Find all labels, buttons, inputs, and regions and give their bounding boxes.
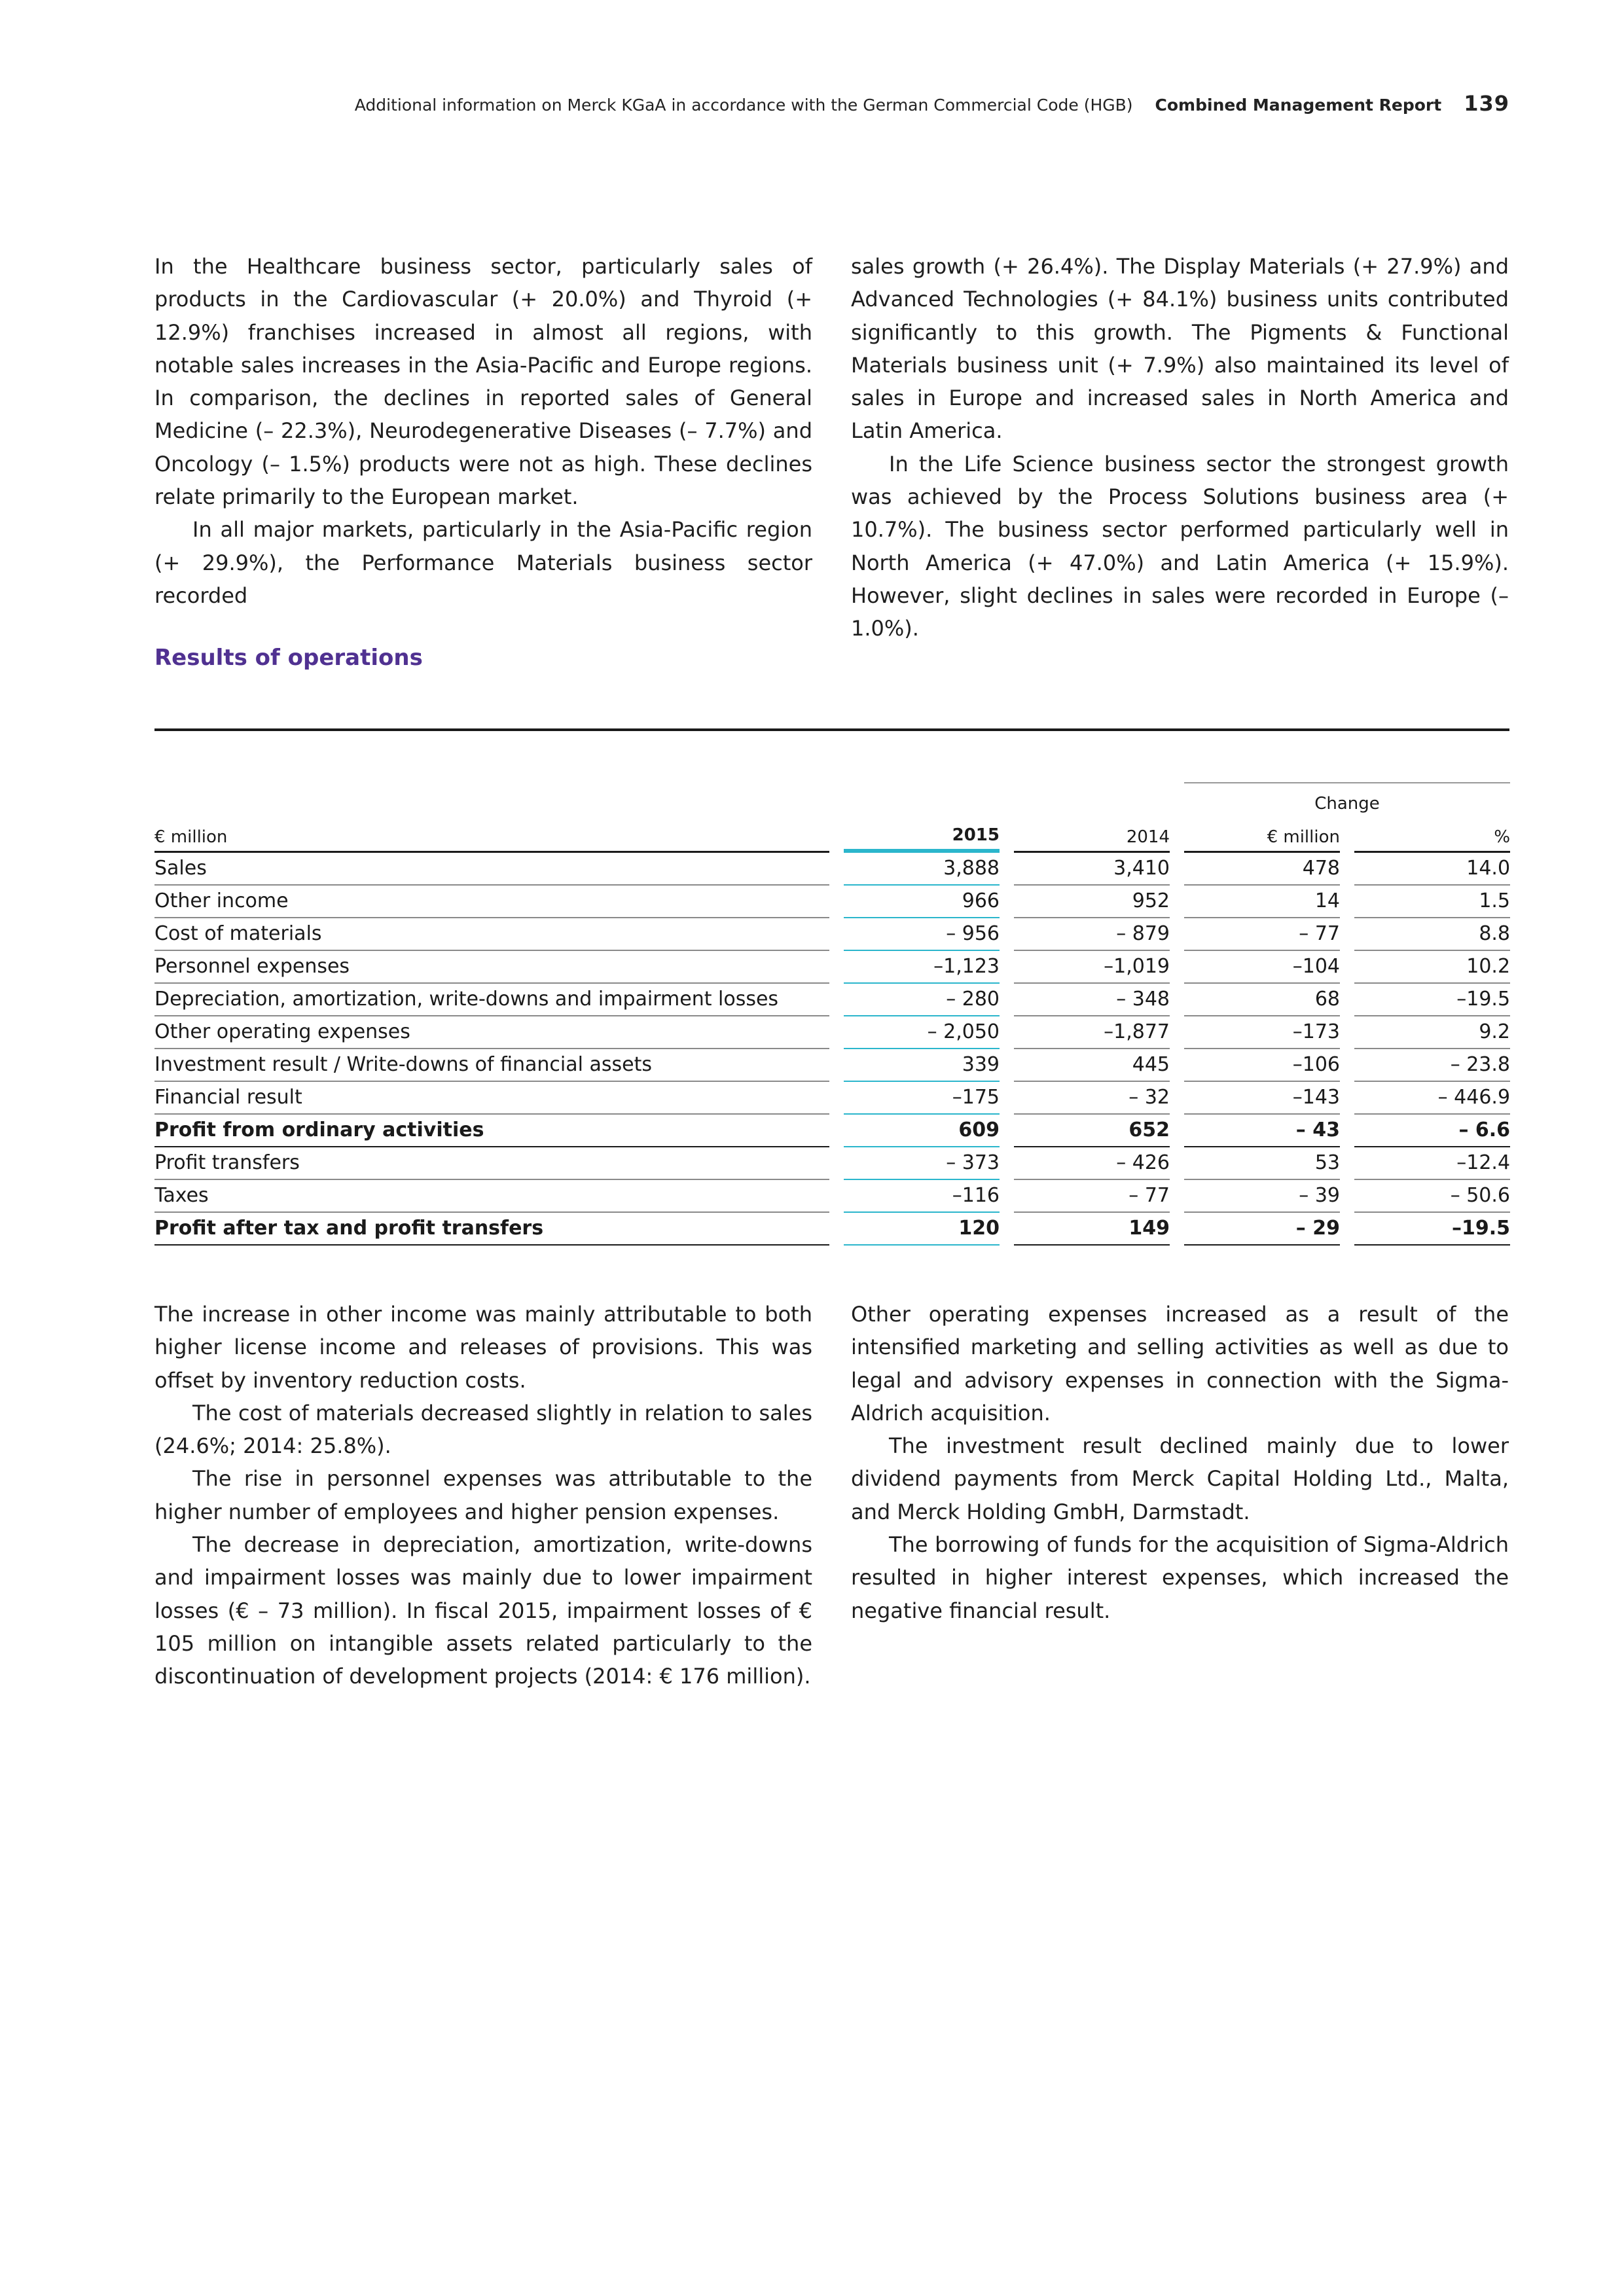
cell-2014: 149 (1014, 1213, 1170, 1246)
cell-2015: –1,123 (844, 951, 1000, 984)
cell-change-abs: –104 (1184, 951, 1340, 984)
change-header: Change (1184, 782, 1510, 816)
table-row (154, 1115, 1510, 1147)
cell-change-pct: 8.8 (1354, 918, 1510, 951)
cell-change-abs: –143 (1184, 1082, 1340, 1115)
cell-2015: – 956 (844, 918, 1000, 951)
row-label: Financial result (154, 1082, 829, 1115)
cell-change-pct: 14.0 (1354, 853, 1510, 886)
paragraph: The increase in other income was mainly attributable to both higher license income and releases of provisions. This was offset by inventory reduction costs. (154, 1302, 812, 1393)
table-row (154, 853, 1510, 886)
row-label: Depreciation, amortization, write-downs and impairment losses (154, 984, 829, 1016)
paragraph: In the Life Science business sector the strongest growth was achieved by the Process Solutions business area (+ 10.7%). The business sector performed particularly well in North America (+ 47.0%) and Latin America (+ 15.9%). However, slight declines in sales were recorded in Europe (– 1.0%). (851, 451, 1509, 641)
row-label: Investment result / Write-downs of financial assets (154, 1049, 829, 1082)
cell-2014: –1,877 (1014, 1016, 1170, 1049)
paragraph: The rise in personnel expenses was attributable to the higher number of employees and higher pension expenses. (154, 1466, 812, 1524)
table-row (154, 1082, 1510, 1115)
cell-change-abs: 14 (1184, 886, 1340, 918)
column-header-change-abs: € million (1184, 816, 1340, 853)
cell-change-pct: –19.5 (1354, 984, 1510, 1016)
row-label: Cost of materials (154, 918, 829, 951)
paragraph: Other operating expenses increased as a result of the intensified marketing and selling activities as well as due to legal and advisory expenses in connection with the Sigma-Aldrich acquisition. (851, 1302, 1509, 1426)
cell-change-pct: – 446.9 (1354, 1082, 1510, 1115)
cell-2015: –175 (844, 1082, 1000, 1115)
paragraph: sales growth (+ 26.4%). The Display Materials (+ 27.9%) and Advanced Technologies (+ 84.1%) business units contributed significantly to this growth. The Pigments & Functional Materials business unit (+ 7.9%) also maintained its level of sales in Europe and increased sales in North America and Latin America. (851, 254, 1509, 444)
cell-2014: –1,019 (1014, 951, 1170, 984)
row-label: Personnel expenses (154, 951, 829, 984)
cell-2014: 652 (1014, 1115, 1170, 1147)
cell-change-pct: –19.5 (1354, 1213, 1510, 1246)
table-top-rule (154, 728, 1509, 731)
cell-2015: 339 (844, 1049, 1000, 1082)
cell-2015: 609 (844, 1115, 1000, 1147)
row-label: Profit from ordinary activities (154, 1115, 829, 1147)
cell-2015: 966 (844, 886, 1000, 918)
bottom-left-column (154, 1298, 812, 1693)
bottom-right-column (851, 1298, 1509, 1627)
cell-2014: – 77 (1014, 1180, 1170, 1213)
table-row (154, 1180, 1510, 1213)
paragraph: In the Healthcare business sector, particularly sales of products in the Cardiovascular (+ 20.0%) and Thyroid (+ 12.9%) franchises increased in almost all regions, with notable sales increases in the Asia-Pacific and Europe regions. In comparison, the declines in reported sales of General Medicine (– 22.3%), Neurodegenerative Diseases (– 7.7%) and Oncology (– 1.5%) products were not as high. These declines relate primarily to the European market. (154, 254, 812, 510)
table-row (154, 886, 1510, 918)
column-header-2014: 2014 (1014, 816, 1170, 853)
cell-2014: – 879 (1014, 918, 1170, 951)
table-row (154, 951, 1510, 984)
paragraph: The investment result declined mainly due to lower dividend payments from Merck Capital Holding Ltd., Malta, and Merck Holding GmbH, Darmstadt. (851, 1433, 1509, 1524)
cell-change-pct: 9.2 (1354, 1016, 1510, 1049)
page-number: 139 (1464, 91, 1509, 116)
cell-2014: 952 (1014, 886, 1170, 918)
cell-change-abs: –106 (1184, 1049, 1340, 1082)
running-title: Additional information on Merck KGaA in accordance with the German Commercial Code (HGB) (354, 96, 1133, 115)
cell-2015: – 280 (844, 984, 1000, 1016)
row-label: Sales (154, 853, 829, 886)
top-left-column (154, 250, 812, 612)
cell-change-pct: 1.5 (1354, 886, 1510, 918)
paragraph: In all major markets, particularly in the Asia-Pacific region (+ 29.9%), the Performance Materials business sector recorded (154, 517, 812, 608)
cell-2015: – 373 (844, 1147, 1000, 1180)
row-label: Other income (154, 886, 829, 918)
table-row (154, 1016, 1510, 1049)
column-header-unit: € million (154, 816, 829, 853)
cell-change-pct: – 6.6 (1354, 1115, 1510, 1147)
table-body (154, 853, 1510, 1246)
cell-change-abs: – 43 (1184, 1115, 1340, 1147)
table-row (154, 1147, 1510, 1180)
cell-2015: 120 (844, 1213, 1000, 1246)
cell-2015: – 2,050 (844, 1016, 1000, 1049)
table-row (154, 1049, 1510, 1082)
results-table-container (154, 728, 1509, 1246)
cell-change-abs: – 39 (1184, 1180, 1340, 1213)
column-header-change-pct: % (1354, 816, 1510, 853)
cell-2014: – 426 (1014, 1147, 1170, 1180)
table-row (154, 984, 1510, 1016)
row-label: Taxes (154, 1180, 829, 1213)
cell-change-pct: 10.2 (1354, 951, 1510, 984)
cell-2014: – 348 (1014, 984, 1170, 1016)
paragraph: The borrowing of funds for the acquisition of Sigma-Aldrich resulted in higher interest expenses, which increased the negative financial result. (851, 1532, 1509, 1623)
table-row (154, 1213, 1510, 1246)
page-header (355, 92, 1509, 117)
cell-2015: 3,888 (844, 853, 1000, 886)
cell-change-abs: –173 (1184, 1016, 1340, 1049)
cell-change-pct: –12.4 (1354, 1147, 1510, 1180)
cell-change-abs: 53 (1184, 1147, 1340, 1180)
paragraph: The cost of materials decreased slightly in relation to sales (24.6%; 2014: 25.8%). (154, 1400, 812, 1459)
paragraph: The decrease in depreciation, amortization, write-downs and impairment losses was mainly due to lower impairment losses (€ – 73 million). In fiscal 2015, impairment losses of € 105 million on intangible assets related particularly to the discontinuation of development projects (2014: € 176 million). (154, 1532, 812, 1689)
cell-2014: 3,410 (1014, 853, 1170, 886)
table-row (154, 918, 1510, 951)
results-table (154, 782, 1510, 1246)
row-label: Profit transfers (154, 1147, 829, 1180)
cell-change-abs: 68 (1184, 984, 1340, 1016)
report-name: Combined Management Report (1155, 96, 1442, 115)
cell-change-abs: 478 (1184, 853, 1340, 886)
cell-change-pct: – 23.8 (1354, 1049, 1510, 1082)
cell-change-abs: – 77 (1184, 918, 1340, 951)
row-label: Profit after tax and profit transfers (154, 1213, 829, 1246)
cell-change-pct: – 50.6 (1354, 1180, 1510, 1213)
cell-2014: – 32 (1014, 1082, 1170, 1115)
cell-2014: 445 (1014, 1049, 1170, 1082)
row-label: Other operating expenses (154, 1016, 829, 1049)
top-right-column (851, 250, 1509, 645)
cell-2015: –116 (844, 1180, 1000, 1213)
column-header-2015: 2015 (844, 816, 1000, 853)
cell-change-abs: – 29 (1184, 1213, 1340, 1246)
section-title: Results of operations (154, 645, 423, 671)
